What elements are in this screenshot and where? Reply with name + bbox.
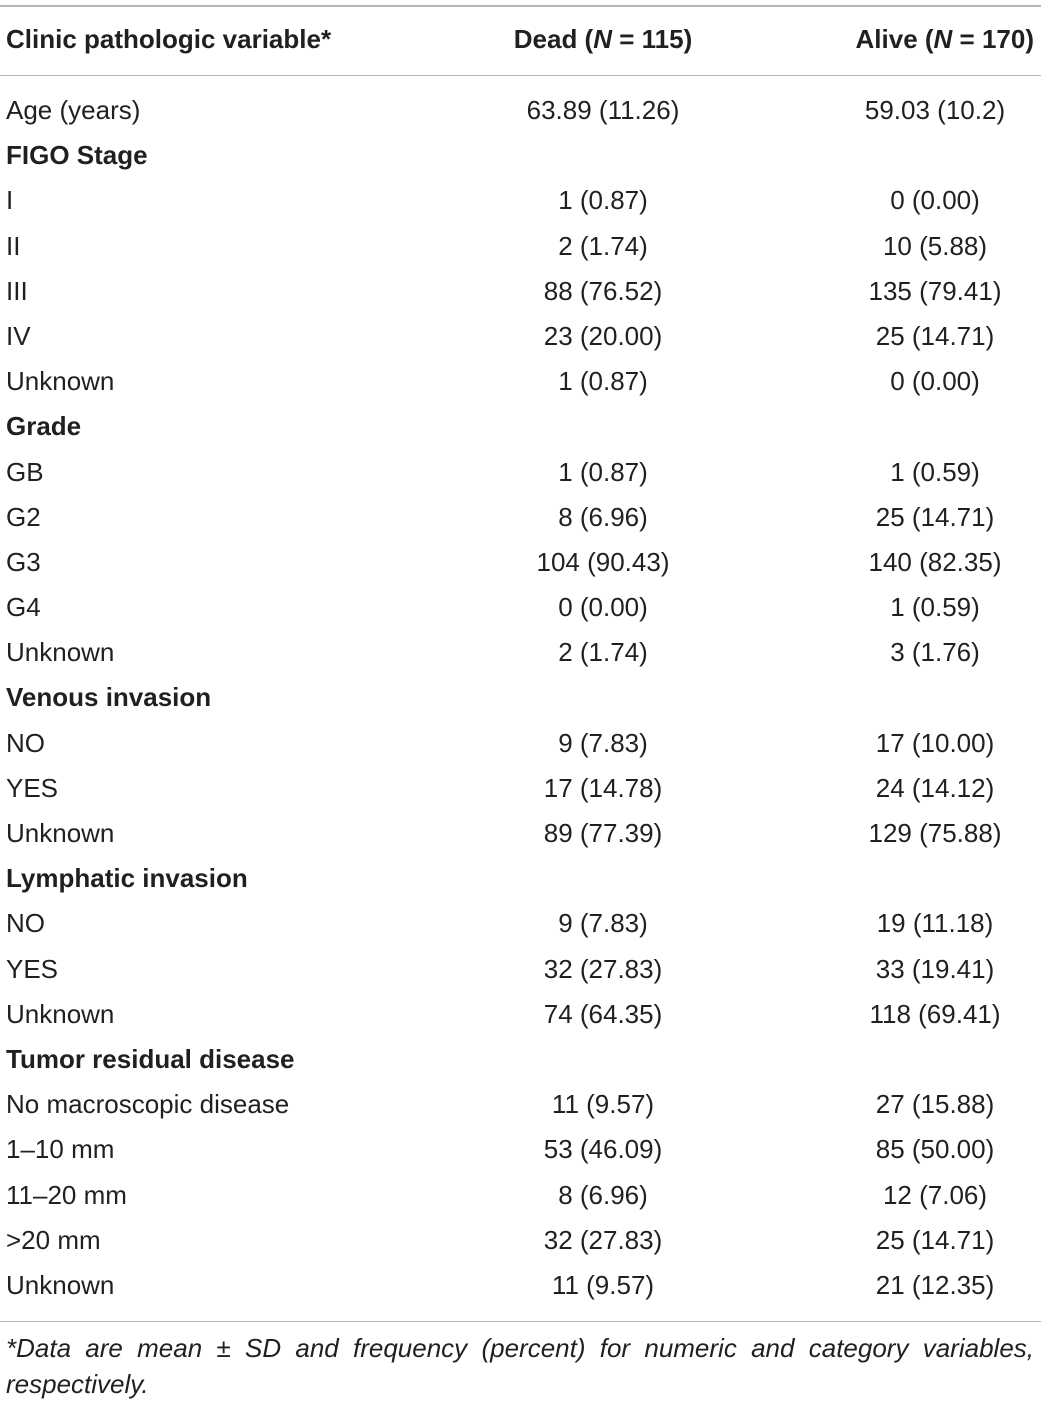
dead-value: 9 (7.83) [558, 727, 648, 758]
dead-value: 0 (0.00) [558, 592, 648, 623]
row-label: Unknown [6, 1269, 115, 1300]
row-label: G3 [6, 546, 41, 577]
table-top-rule [0, 5, 1041, 7]
dead-value: 89 (77.39) [543, 818, 663, 848]
alive-value: 0 (0.00) [890, 366, 980, 397]
table-row [0, 768, 1041, 813]
section-row [0, 406, 1041, 451]
header-alive-suffix: = 170) [952, 24, 1034, 54]
dead-value: 11 (9.57) [551, 1089, 655, 1120]
table-row [0, 90, 1041, 135]
row-label: Age (years) [6, 95, 141, 125]
section-row [0, 1039, 1041, 1084]
alive-value: 10 (5.88) [882, 230, 988, 261]
alive-value: 21 (12.35) [875, 1269, 995, 1300]
section-label: Grade [6, 411, 82, 442]
row-label: III [6, 275, 28, 306]
dead-value: 1 (0.87) [558, 456, 648, 487]
row-label: II [6, 230, 21, 261]
table-footnote: *Data are mean ± SD and frequency (percent) for numeric and category variables, respectively. [6, 1333, 1034, 1399]
table-row [0, 903, 1041, 948]
header-dead [458, 24, 748, 55]
table-row [0, 271, 1041, 316]
dead-value: 88 (76.52) [543, 275, 663, 306]
alive-value: 129 (75.88) [868, 818, 1002, 848]
row-label: NO [6, 908, 45, 939]
table-row [0, 949, 1041, 994]
table-bottom-rule [0, 1321, 1041, 1322]
alive-value: 25 (14.71) [875, 501, 995, 532]
row-label: YES [6, 953, 59, 984]
section-label: Lymphatic invasion [6, 863, 248, 894]
table-row [0, 497, 1041, 542]
dead-value: 8 (6.96) [558, 501, 648, 532]
table-row [0, 1129, 1041, 1174]
dead-value: 1 (0.87) [558, 185, 648, 216]
alive-value: 85 (50.00) [875, 1134, 995, 1165]
table-header [0, 16, 1041, 66]
alive-value: 1 (0.59) [890, 592, 980, 623]
row-label: >20 mm [6, 1224, 101, 1255]
alive-value: 19 (11.18) [876, 908, 994, 939]
dead-value: 17 (14.78) [543, 772, 663, 803]
alive-value: 33 (19.41) [875, 953, 995, 984]
row-label: Unknown [6, 637, 115, 668]
row-label: No macroscopic disease [6, 1089, 290, 1120]
dead-value: 2 (1.74) [558, 230, 648, 261]
alive-value: 12 (7.06) [882, 1179, 988, 1210]
alive-value: 118 (69.41) [869, 998, 1001, 1029]
row-label: IV [6, 320, 31, 351]
row-label: 1–10 mm [6, 1134, 115, 1165]
table-row [0, 226, 1041, 271]
section-row [0, 858, 1041, 903]
row-label: G4 [6, 592, 41, 623]
row-label: I [6, 185, 14, 216]
alive-value: 135 (79.41) [868, 275, 1002, 306]
row-label: GB [6, 456, 44, 487]
dead-value: 32 (27.83) [543, 1224, 663, 1255]
row-label: G2 [6, 501, 41, 532]
table-row [0, 632, 1041, 677]
table-row [0, 180, 1041, 225]
section-label: Venous invasion [6, 682, 212, 713]
table-row [0, 1265, 1041, 1310]
table-header-rule [0, 75, 1041, 76]
alive-value: 140 (82.35) [868, 546, 1002, 577]
table-row [0, 542, 1041, 587]
row-label: Unknown [6, 818, 115, 848]
table-row [0, 994, 1041, 1039]
row-label: YES [6, 772, 59, 803]
table-row [0, 1175, 1041, 1220]
dead-value: 2 (1.74) [558, 637, 648, 668]
dead-value: 74 (64.35) [543, 998, 663, 1029]
dead-value: 8 (6.96) [558, 1179, 648, 1210]
table-row [0, 452, 1041, 497]
table-row [0, 813, 1041, 858]
row-label: Unknown [6, 366, 115, 397]
section-label: Tumor residual disease [6, 1043, 295, 1074]
header-dead-n: N [593, 24, 612, 54]
dead-value: 104 (90.43) [536, 546, 670, 577]
table-row [0, 361, 1041, 406]
alive-value: 17 (10.00) [875, 727, 995, 758]
dead-value: 63.89 (11.26) [526, 95, 680, 125]
row-label: Unknown [6, 998, 115, 1029]
header-dead-prefix: Dead ( [513, 24, 594, 54]
table-row [0, 316, 1041, 361]
dead-value: 1 (0.87) [558, 366, 648, 397]
alive-value: 3 (1.76) [890, 637, 980, 668]
dead-value: 11 (9.57) [551, 1269, 655, 1300]
dead-value: 9 (7.83) [558, 908, 648, 939]
header-alive-n: N [933, 24, 953, 54]
header-alive-prefix: Alive ( [855, 24, 934, 54]
alive-value: 0 (0.00) [890, 185, 980, 216]
table-row [0, 723, 1041, 768]
table-body [0, 90, 1041, 1310]
row-label: NO [6, 727, 45, 758]
alive-value: 27 (15.88) [875, 1089, 995, 1120]
dead-value: 53 (46.09) [543, 1134, 663, 1165]
header-variable: Clinic pathologic variable* [6, 24, 332, 54]
row-label: 11–20 mm [6, 1179, 127, 1210]
header-dead-suffix: = 115) [612, 24, 693, 54]
dead-value: 32 (27.83) [543, 953, 663, 984]
table-row [0, 1084, 1041, 1129]
alive-value: 24 (14.12) [875, 772, 995, 803]
alive-value: 1 (0.59) [890, 456, 980, 487]
dead-value: 23 (20.00) [543, 320, 663, 351]
section-row [0, 135, 1041, 180]
section-label: FIGO Stage [6, 140, 148, 171]
section-row [0, 677, 1041, 722]
table-row [0, 587, 1041, 632]
alive-value: 25 (14.71) [875, 320, 995, 351]
table-row [0, 1220, 1041, 1265]
alive-value: 25 (14.71) [875, 1224, 995, 1255]
header-alive [856, 24, 1034, 55]
alive-value: 59.03 (10.2) [864, 95, 1006, 125]
